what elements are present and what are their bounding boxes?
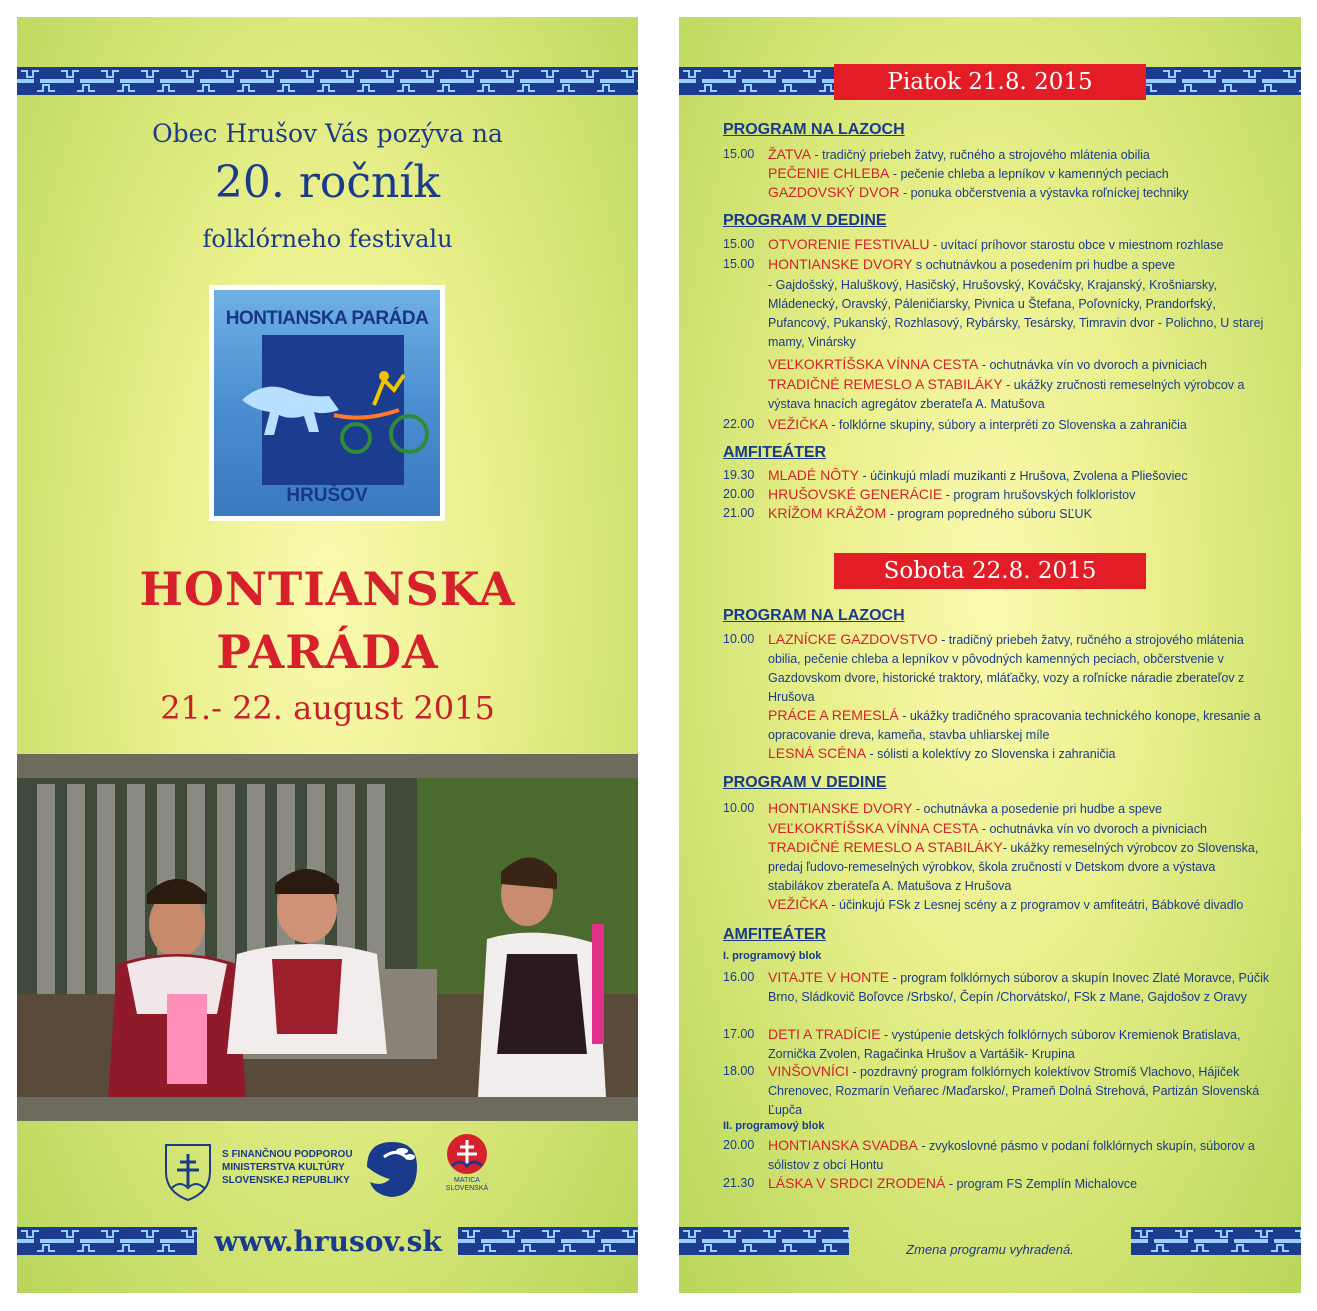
folk-border-bottom-right-right [1131, 1227, 1301, 1255]
sponsor-text: S FINANČNOU PODPOROU MINISTERSTVA KULTÚRY SLOVENSKEJ REPUBLIKY [222, 1149, 353, 1186]
ministry-culture-logo-icon [362, 1137, 422, 1202]
day-banner-friday: Piatok 21.8. 2015 [834, 64, 1146, 100]
section-heading: AMFITEÁTER [723, 444, 827, 461]
folk-dancers-photo [17, 754, 638, 1121]
festival-title-line2: PARÁDA [216, 625, 439, 679]
festival-logo [209, 285, 445, 521]
festival-title-line1: HONTIANSKA [139, 562, 516, 616]
block-label: II. programový blok [723, 1120, 825, 1132]
folk-border-top [17, 67, 638, 95]
edition-heading: 20. ročník [214, 157, 441, 208]
section-heading: AMFITEÁTER [723, 926, 827, 943]
program-change-note: Zmena programu vyhradená. [906, 1242, 1074, 1257]
logo-title: HONTIANSKA PARÁDA [225, 308, 429, 329]
website-url[interactable]: www.hrusov.sk [214, 1225, 442, 1258]
section-heading: PROGRAM NA LAZOCH [723, 121, 905, 138]
slovak-coat-of-arms-icon [163, 1142, 213, 1202]
folk-border-bottom-right [458, 1227, 638, 1255]
day-banner-saturday: Sobota 22.8. 2015 [834, 553, 1146, 589]
horse-carriage-icon [234, 360, 434, 460]
block-label: I. programový blok [723, 950, 822, 962]
matica-label: MATICA SLOVENSKÁ [445, 1177, 489, 1192]
festival-dates: 21.- 22. august 2015 [160, 689, 495, 727]
cover-panel [17, 17, 638, 1293]
section-heading: PROGRAM NA LAZOCH [723, 607, 905, 624]
program-panel: Piatok 21.8. 2015 PROGRAM NA LAZOCH PROGRAM V DEDINE AMFITEÁTER Sobota 22.8. 2015 PROGRAM NA LAZOCH PROGRAM V DEDINE AMFITEÁTER I. programový blok II. programový blok 15.00 ŽATVA - tradičný priebeh žatvy, ručného a strojového mlátenia obilia PEČENIE CHLEBA - pečenie chleba a lepníkov v kamenných peciach GAZDOVSKÝ DVOR - ponuka občerstvenia a výstavka roľníckej techniky 15.00 OTVORENIE FESTIVALU - uvítací príhovor starostu obce v miestnom rozhlase 15.00 HONTIANSKE DVORY s ochutnávkou a posedením pri hudbe a speve - Gajdošský, Haluškový, Hasičský, Hrušovský, Kováčsky, Krajanský, Krošniarsky, Mládenecký, Oravský, Páleničiarsky, Pivnica u Štefana, Poľovnícky, Prandorfský, Pufancový, Pukanský, Rozhlasový, Rybársky, Tesársky, Timravin dvor - Polichno, U starej mamy, Vinársky VEĽKOKRTÍŠSKA VÍNNA CESTA - ochutnávka vín vo dvoroch a pivniciach TRADIČNÉ REMESLO A STABILÁKY - ukážky zručnosti remeselných výrobcov a výstava hnacích agregátov zberateľa A. Matušova 22.00 VEŽIČKA - folklórne skupiny, súbory a interpréti zo Slovenska a zahraničia 19.30 MLADÉ NÔTY - účinkujú mladí muzikanti z Hrušova, Zvolena a Pliešoviec 20.00 HRUŠOVSKÉ GENERÁCIE - program hrušovských folkloristov 21.00 KRÍŽOM KRÁŽOM - program popredného súboru SĽUK 10.00 LAZNÍCKE GAZDOVSTVO - tradičný priebeh žatvy, ručného a strojového mlátenia obilia, pečenie chleba a lepníkov v pôvodných kamenných peciach, občerstvenie v Gazdovskom dvore, historické traktory, mláťačky, vozy a roľnícke náradie zberateľov z Hrušova PRÁCE A REMESLÁ - ukážky tradičného spracovania technického konope, kresanie a opracovanie dreva, kameňa, stavba uhliarskej míle LESNÁ SCÉNA - sólisti a kolektívy zo Slovenska i zahraničia 10.00 HONTIANSKE DVORY - ochutnávka a posedenie pri hudbe a speve VEĽKOKRTÍŠSKA VÍNNA CESTA - ochutnávka vín vo dvoroch a pivniciach TRADIČNÉ REMESLO A STABILÁKY- ukážky remeselných výrobcov zo Slovenska, predaj ľudovo-remeselných výrobkov, škola zručností v Detskom dvore a výstava stabilákov zberateľa A. Matušova z Hrušova VEŽIČKA - účinkujú FSk z Lesnej scény a z programov v amfiteátri, Bábkové divadlo 16.00 VITAJTE V HONTE - program folklórnych súborov a skupín Inovec Zlaté Moravce, Púčik Brno, Sládkovič Boľovce /Srbsko/, Čepín /Chorvátsko/, FSk z Mane, Gajdošov z Oravy 17.00 DETI A TRADÍCIE - vystúpenie detských folklórnych súborov Kremienok Bratislava, Zornička Zvolen, Ragačinka Hrušov a Vartášik- Krupina 18.00 VINŠOVNÍCI - pozdravný program folklórnych kolektívov Stromíš Vlachovo, Hájiček Chrenovec, Rozmarín Veňarec /Maďarsko/, Prameň Dolná Strehová, Partizán Slovenská Ľupča 20.00 HONTIANSKA SVADBA - zvykoslovné pásmo v podaní folklórnych skupín, súborov a sólistov z obcí Hontu 21.30 LÁSKA V SRDCI ZRODENÁ - program FS Zemplín Michalovce Zmena programu vyhradená. [679, 17, 1301, 1293]
folk-border-bottom-left [17, 1227, 197, 1255]
invite-line: Obec Hrušov Vás pozýva na [152, 119, 503, 148]
festival-subtitle: folklórneho festivalu [202, 225, 453, 253]
logo-place: HRUŠOV [286, 485, 368, 506]
section-heading: PROGRAM V DEDINE [723, 774, 887, 791]
section-heading: PROGRAM V DEDINE [723, 212, 887, 229]
